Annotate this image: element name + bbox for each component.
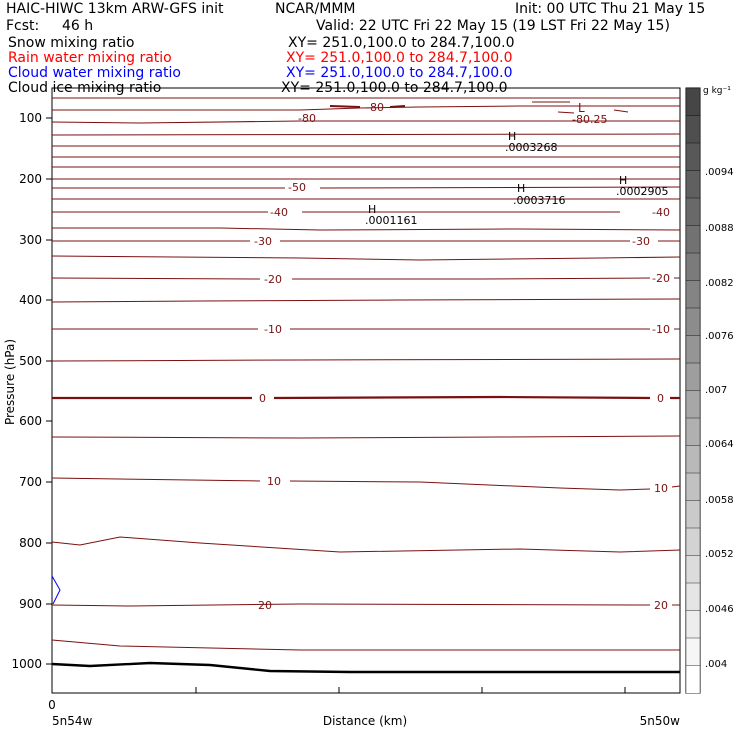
forecast-hours: 46 h [62, 18, 94, 34]
high-marker: H [517, 182, 526, 195]
isotherm-line [52, 537, 680, 552]
colorbar-label: .0064 [705, 439, 734, 450]
isotherm-line [52, 359, 680, 361]
colorbar-cell [686, 583, 700, 611]
colorbar-cell [686, 363, 700, 391]
contour-label: -10 [264, 323, 282, 336]
cloud-water-contour [52, 576, 60, 604]
colorbar-cell [686, 418, 700, 446]
contour-label: -20 [264, 273, 282, 286]
y-axis-label: Pressure (hPa) [3, 338, 17, 426]
isotherm-line [52, 640, 680, 650]
colorbar-label: .004 [705, 659, 728, 670]
contour-label: -30 [254, 235, 272, 248]
contour-label: -40 [270, 206, 288, 219]
isotherm-line [52, 187, 680, 188]
contour-label: -50 [288, 181, 306, 194]
y-tick-label: 800 [19, 536, 42, 550]
high-marker: H [368, 203, 377, 216]
contour-labels [254, 101, 670, 612]
contour-label: -30 [632, 235, 650, 248]
y-tick-label: 100 [19, 111, 42, 125]
colorbar-cell [686, 391, 700, 419]
isotherm-line [52, 436, 680, 438]
colorbar-label: .0076 [705, 331, 734, 342]
contour-label: -40 [652, 206, 670, 219]
field-xy-rain: XY= 251.0,100.0 to 284.7,100.0 [286, 50, 513, 66]
contour-label: 0 [657, 392, 664, 405]
field-name-cloud-water: Cloud water mixing ratio [8, 65, 181, 81]
y-tick-label: 400 [19, 293, 42, 307]
high-value: .0003268 [505, 141, 558, 154]
extrema-labels [365, 101, 669, 227]
y-tick-label: 900 [19, 597, 42, 611]
init-time: Init: 00 UTC Thu 21 May 15 [515, 1, 706, 17]
organization: NCAR/MMM [275, 1, 356, 17]
high-marker: H [619, 174, 628, 187]
field-xy-cloud-water: XY= 251.0,100.0 to 284.7,100.0 [286, 65, 513, 81]
isotherm-line [52, 478, 680, 490]
colorbar-cell [686, 226, 700, 254]
contour-label: 10 [267, 475, 281, 488]
colorbar-label: .0088 [705, 223, 734, 234]
contour-label: 20 [258, 599, 272, 612]
y-tick-label: 500 [19, 354, 42, 368]
colorbar-label: .0058 [705, 495, 734, 506]
colorbar-cell [686, 666, 700, 694]
colorbar-cell [686, 638, 700, 666]
contour-label: -80.25 [572, 113, 608, 126]
colorbar-label: .0094 [705, 167, 734, 178]
high-marker: H [508, 130, 517, 143]
x-tick-label: 0 [48, 698, 56, 712]
colorbar-cell [686, 143, 700, 171]
colorbar-cell [686, 88, 700, 116]
colorbar-cell [686, 171, 700, 199]
y-tick-label: 200 [19, 172, 42, 186]
x-start-label: 5n54w [52, 714, 93, 728]
isotherm-contours [52, 98, 680, 650]
colorbar-cell [686, 198, 700, 226]
isotherm-line [52, 604, 680, 606]
terrain-line [52, 663, 680, 672]
colorbar-cell [686, 308, 700, 336]
contour-label: 10 [654, 482, 668, 495]
isotherm-line [52, 228, 680, 230]
field-xy-cloud-ice: XY= 251.0,100.0 to 284.7,100.0 [281, 80, 508, 96]
colorbar-cell [686, 611, 700, 639]
field-xy-snow: XY= 251.0,100.0 to 284.7,100.0 [288, 35, 515, 51]
colorbar-label: .007 [705, 385, 728, 396]
field-name-cloud-ice: Cloud ice mixing ratio [8, 80, 162, 96]
colorbar-cell [686, 556, 700, 584]
high-value: .0002905 [616, 185, 669, 198]
model-title: HAIC-HIWC 13km ARW-GFS init [6, 1, 224, 17]
y-tick-label: 1000 [11, 657, 42, 671]
contour-label: 20 [654, 599, 668, 612]
isotherm-line [52, 278, 680, 279]
colorbar-cell [686, 501, 700, 529]
colorbar-cells [686, 88, 700, 694]
colorbar-labels [703, 86, 734, 670]
colorbar-label: .0082 [705, 278, 734, 289]
contour-label: 0 [259, 392, 266, 405]
contour-label: -10 [652, 323, 670, 336]
colorbar-label: .0046 [705, 604, 734, 615]
high-value: .0003716 [513, 194, 566, 207]
x-axis-label: Distance (km) [322, 714, 408, 728]
x-end-label: 5n50w [639, 714, 680, 728]
colorbar-cell [686, 253, 700, 281]
y-tick-label: 700 [19, 475, 42, 489]
colorbar-cell [686, 281, 700, 309]
forecast-label: Fcst: [6, 18, 40, 34]
contour-label: -80 [366, 101, 384, 114]
y-tick-label: 300 [19, 233, 42, 247]
y-tick-label: 600 [19, 414, 42, 428]
colorbar-unit: g kg⁻¹ [703, 86, 731, 96]
low-marker: L [578, 101, 585, 115]
field-name-snow: Snow mixing ratio [8, 35, 135, 51]
high-value: .0001161 [365, 214, 418, 227]
colorbar-cell [686, 446, 700, 474]
contour-label: -20 [652, 272, 670, 285]
valid-time: Valid: 22 UTC Fri 22 May 15 (19 LST Fri 22 May 15) [316, 18, 670, 34]
colorbar-label: .0052 [705, 549, 734, 560]
y-axis [3, 111, 52, 671]
isotherm-zero [52, 397, 680, 398]
colorbar-cell [686, 336, 700, 364]
isotherm-line [52, 256, 680, 260]
isotherm-line [52, 134, 680, 135]
contour-label: -80 [298, 112, 316, 125]
colorbar-cell [686, 116, 700, 144]
colorbar-cell [686, 473, 700, 501]
field-name-rain: Rain water mixing ratio [8, 50, 172, 66]
isotherm-line [52, 299, 680, 302]
colorbar-cell [686, 528, 700, 556]
